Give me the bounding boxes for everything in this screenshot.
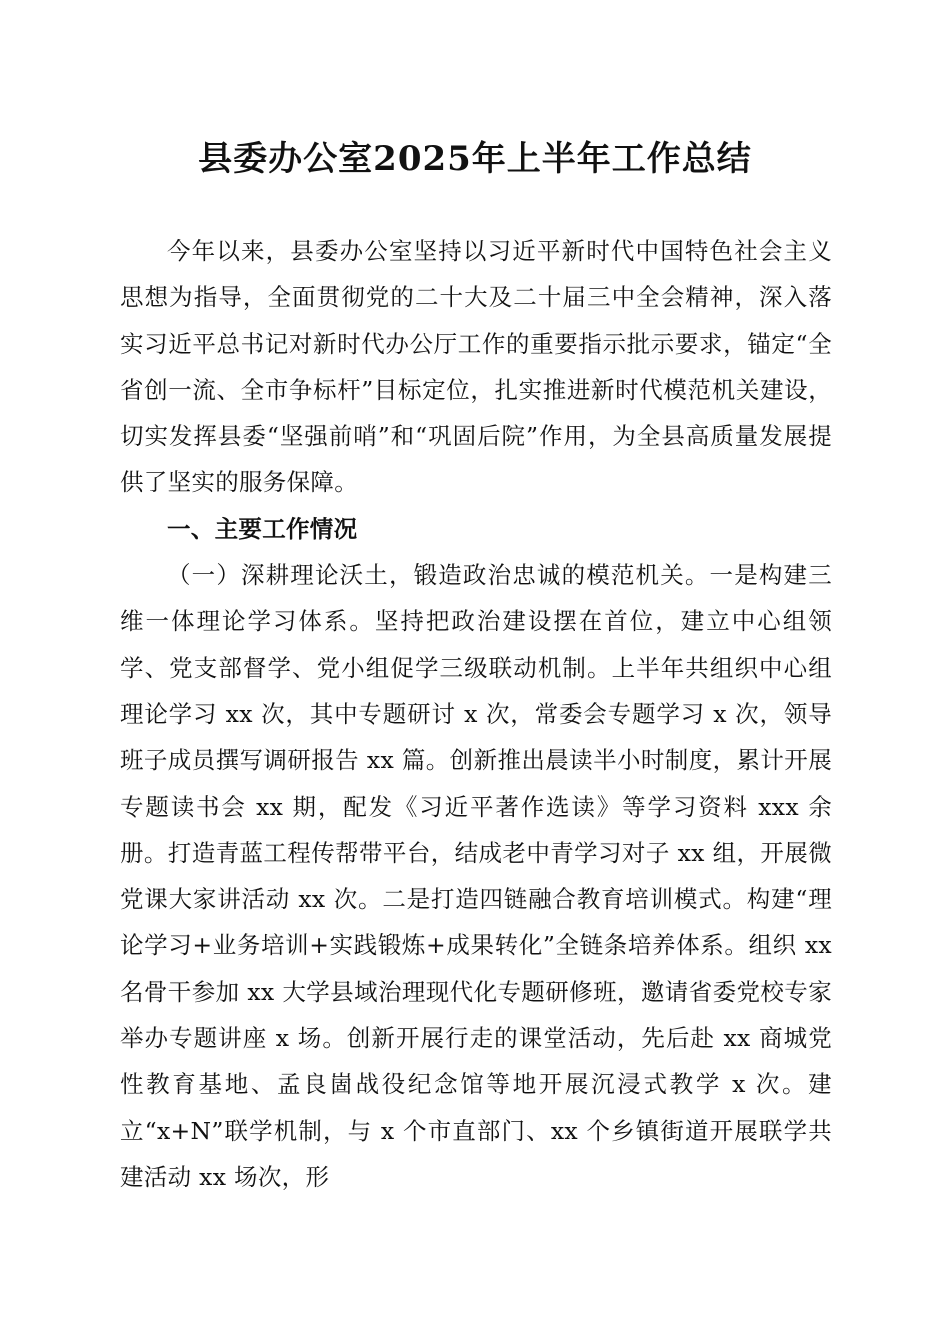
subsection-body-1: 一是构建三维一体理论学习体系。坚持把政治建设摆在首位，建立中心组领学、党支部督学、党小组促学三级联动机制。上半年共组织中心组理论学习 xx 次，其中专题研讨 x 次，常委会专题学习 x 次，领导班子成员撰写调研报告 xx 篇。创新推出晨读半小时制度，累计开展专题读书会 xx 期，配发《习近平著作选读》等学习资料 xxx 余册。打造青蓝工程传帮带平台，结成老中青学习对子 xx 组，开展微党课大家讲活动 xx 次。二是打造四链融合教育培训模式。构建“理论学习+业务培训+实践锻炼+成果转化”全链条培养体系。组织 xx 名骨干参加 xx 大学县域治理现代化专题研修班，邀请省委党校专家举办专题讲座 x 场。创新开展行走的课堂活动，先后赴 xx 商城党性教育基地、孟良崮战役纪念馆等地开展沉浸式教学 x 次。建立“x+N”联学机制，与 x 个市直部门、xx 个乡镇街道开展联学共建活动 xx 场次，形 xyxy=(120,561,832,1191)
document-title: 县委办公室2025年上半年工作总结 xyxy=(198,139,752,179)
intro-paragraph: 今年以来，县委办公室坚持以习近平新时代中国特色社会主义思想为指导，全面贯彻党的二十大及二十届三中全会精神，深入落实习近平总书记对新时代办公厅工作的重要指示批示要求，锚定“全省创一流、全市争标杆”目标定位，扎实推进新时代模范机关建设，切实发挥县委“坚强前哨”和“巩固后院”作用，为全县高质量发展提供了坚实的服务保障。 xyxy=(120,237,832,497)
subsection-heading-1: （一）深耕理论沃土，锻造政治忠诚的模范机关。 xyxy=(167,561,710,590)
section-heading-1: 一、主要工作情况 xyxy=(167,514,358,543)
subsection-paragraph-1 xyxy=(120,552,832,1200)
document-body xyxy=(120,228,832,1200)
